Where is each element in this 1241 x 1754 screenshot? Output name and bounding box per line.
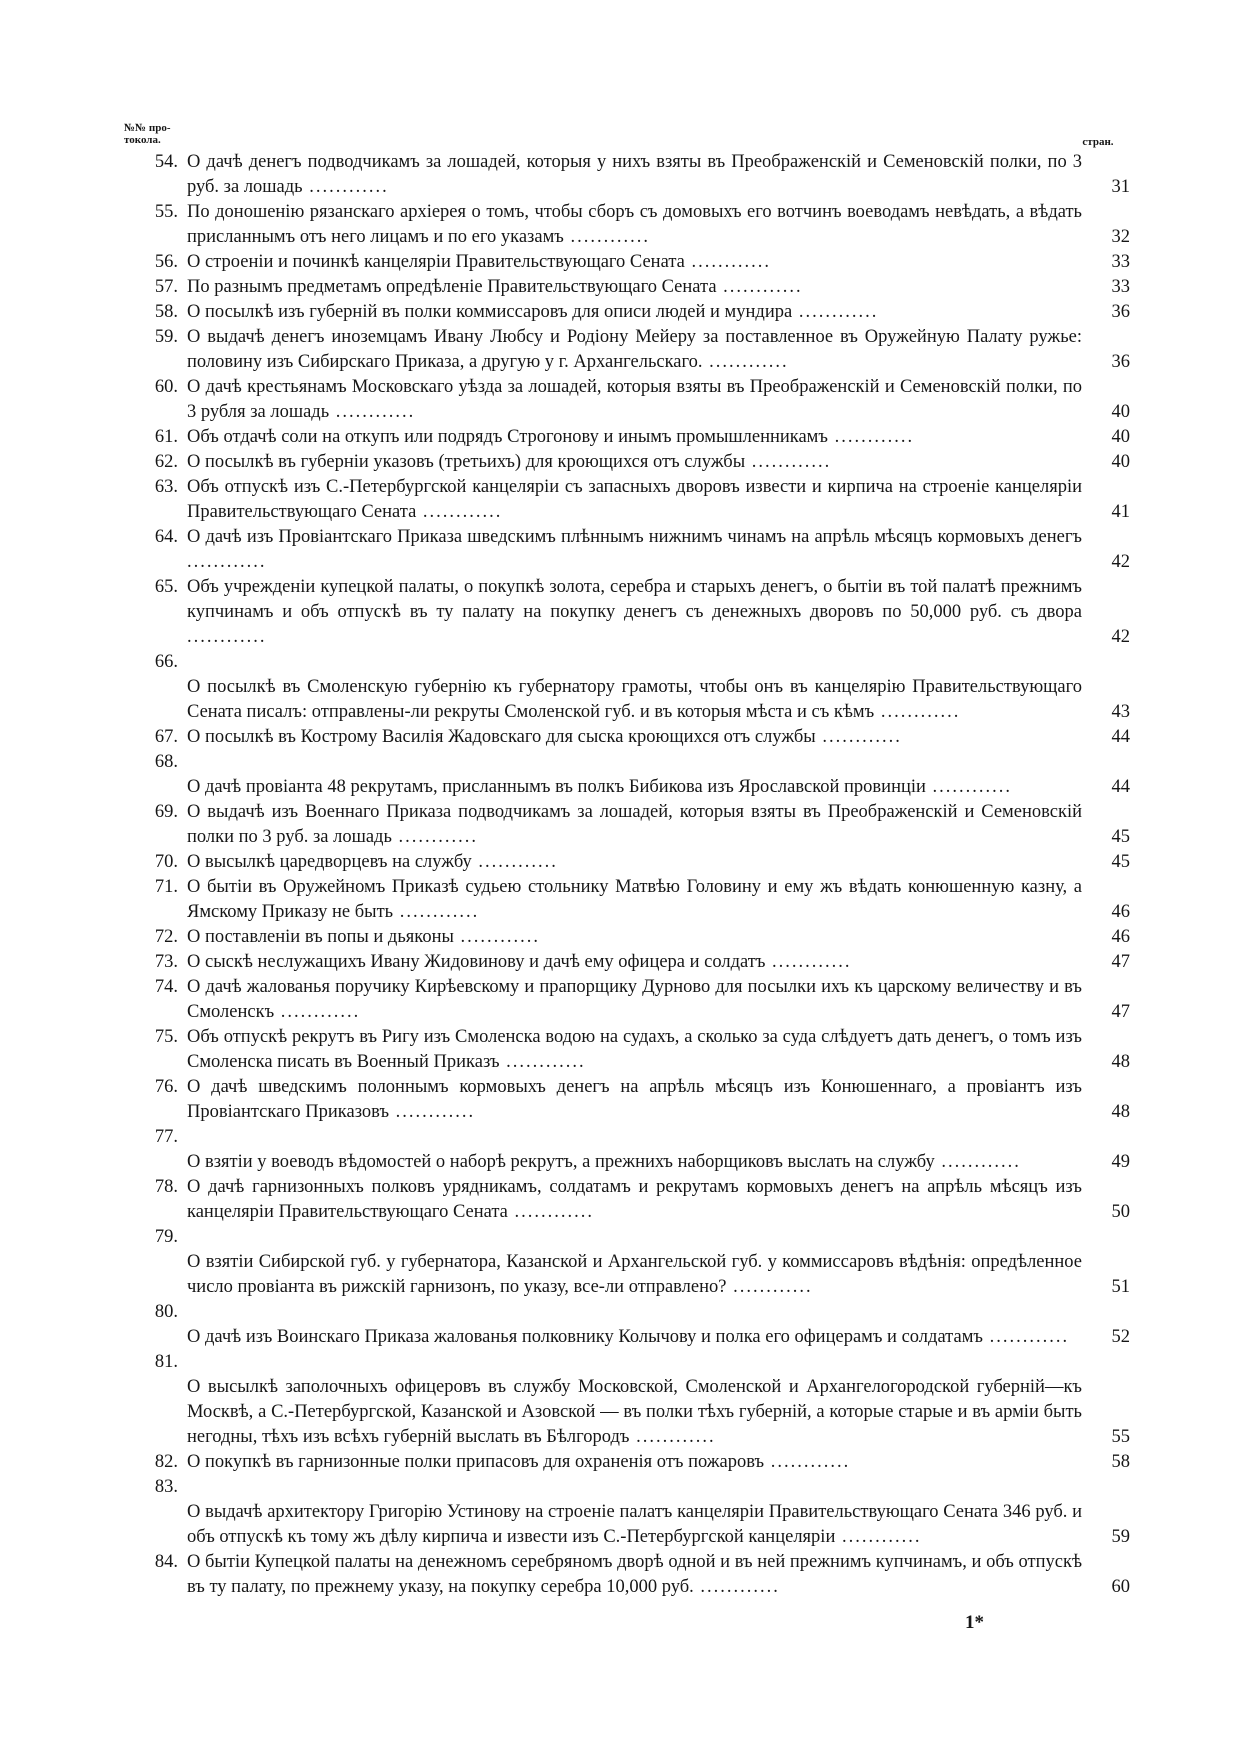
entry-title: О дачѣ жалованья поручику Кирѣевскому и прапорщику Дурново для посылки ихъ къ царскому величеству и въ Смоленскъ ............ bbox=[187, 977, 1082, 1022]
entry-page-number: 31 bbox=[1111, 177, 1130, 197]
dot-leader: ............ bbox=[393, 902, 480, 922]
toc-entry bbox=[136, 450, 1136, 475]
entry-title: О бытіи Купецкой палаты на денежномъ серебряномъ дворѣ одной и въ ней прежнимъ купчинамъ, и объ отпускѣ въ ту палату, по прежнему указу, на покупку серебра 10,000 руб. ............ bbox=[187, 1552, 1082, 1597]
dot-leader: ............ bbox=[471, 852, 558, 872]
toc-entry bbox=[136, 1075, 1136, 1125]
toc-entry bbox=[136, 850, 1136, 875]
entry-number: 55. bbox=[154, 202, 178, 222]
entry-title: О дачѣ изъ Воинскаго Приказа жалованья полковнику Колычову и полка его офицерамъ и солдатамъ ............ bbox=[187, 1327, 1070, 1347]
dot-leader: ............ bbox=[835, 1527, 922, 1547]
dot-leader: ............ bbox=[934, 1152, 1021, 1172]
entry-title: О сыскѣ неслужащихъ Ивану Жидовинову и дачѣ ему офицера и солдатъ ............ bbox=[187, 952, 852, 972]
dot-leader: ............ bbox=[187, 627, 267, 647]
dot-leader: ............ bbox=[726, 1277, 813, 1297]
entry-page-number: 51 bbox=[1111, 1277, 1130, 1297]
entry-title: О взятіи у воеводъ вѣдомостей о наборѣ рекрутъ, а прежнихъ наборщиковъ выслать на службу ............ bbox=[187, 1152, 1021, 1172]
toc-entry bbox=[136, 250, 1136, 275]
entry-number: 64. bbox=[154, 527, 178, 547]
toc-entry bbox=[136, 750, 1136, 800]
dot-leader: ............ bbox=[563, 227, 650, 247]
entry-number: 61. bbox=[154, 427, 178, 447]
entry-page-number: 36 bbox=[1111, 302, 1130, 322]
toc-entry bbox=[136, 925, 1136, 950]
dot-leader: ............ bbox=[629, 1427, 716, 1447]
entry-number: 56. bbox=[154, 252, 178, 272]
entry-number: 75. bbox=[154, 1027, 178, 1047]
dot-leader: ............ bbox=[815, 727, 902, 747]
dot-leader: ............ bbox=[507, 1202, 594, 1222]
entry-title: Объ отпускѣ рекрутъ въ Ригу изъ Смоленска водою на судахъ, а сколько за суда слѣдуетъ дать денегъ, о томъ изъ Смоленска писать въ Военный Приказъ ............ bbox=[187, 1027, 1082, 1072]
entry-page-number: 43 bbox=[1111, 702, 1130, 722]
entry-number: 84. bbox=[154, 1552, 178, 1572]
toc-entry bbox=[136, 1475, 1136, 1550]
entry-number: 74. bbox=[154, 977, 178, 997]
table-of-contents bbox=[136, 150, 1136, 1600]
entry-page-number: 46 bbox=[1111, 902, 1130, 922]
entry-title: Объ отдачѣ соли на откупъ или подрядъ Строгонову и инымъ промышленникамъ ............ bbox=[187, 427, 915, 447]
entry-number: 71. bbox=[154, 877, 178, 897]
entry-page-number: 58 bbox=[1111, 1452, 1130, 1472]
entry-page-number: 33 bbox=[1111, 252, 1130, 272]
toc-entry bbox=[136, 1550, 1136, 1600]
entry-number: 60. bbox=[154, 377, 178, 397]
entry-title: По доношенію рязанскаго архіерея о томъ, чтобы сборъ съ домовыхъ его вотчинъ воеводамъ невѣдать, а вѣдать присланнымъ отъ него лицамъ и по его указамъ ............ bbox=[187, 202, 1082, 247]
entry-page-number: 44 bbox=[1111, 777, 1130, 797]
entry-page-number: 44 bbox=[1111, 727, 1130, 747]
entry-title: О дачѣ денегъ подводчикамъ за лошадей, которыя у нихъ взяты въ Преображенскій и Семеновскій полки, по 3 руб. за лошадь ............ bbox=[187, 152, 1082, 197]
dot-leader: ............ bbox=[329, 402, 416, 422]
entry-page-number: 45 bbox=[1111, 852, 1130, 872]
entry-number: 83. bbox=[154, 1477, 178, 1497]
toc-entry bbox=[136, 275, 1136, 300]
entry-number: 70. bbox=[154, 852, 178, 872]
entry-number: 66. bbox=[154, 652, 178, 672]
entry-page-number: 36 bbox=[1111, 352, 1130, 372]
entry-title: О дачѣ изъ Провіантскаго Приказа шведскимъ плѣннымъ нижнимъ чинамъ на апрѣль мѣсяцъ кормовыхъ денегъ ............ bbox=[187, 527, 1082, 572]
toc-entry bbox=[136, 1175, 1136, 1225]
toc-entry bbox=[136, 650, 1136, 725]
entry-number: 63. bbox=[154, 477, 178, 497]
dot-leader: ............ bbox=[925, 777, 1013, 797]
entry-title: О выдачѣ денегъ иноземцамъ Ивану Любсу и Родіону Мейеру за поставленное въ Оружейную Палату ружье: половину изъ Сибирскаго Приказа, а другую у г. Архангельскаго. ............ bbox=[187, 327, 1082, 372]
dot-leader: ............ bbox=[274, 1002, 361, 1022]
entry-page-number: 50 bbox=[1111, 1202, 1130, 1222]
entry-title: О поставленіи въ попы и дьяконы ............ bbox=[187, 927, 541, 947]
toc-entry bbox=[136, 575, 1136, 650]
entry-title: О дачѣ шведскимъ полоннымъ кормовыхъ денегъ на апрѣль мѣсяцъ изъ Конюшеннаго, а провіантъ изъ Провіантскаго Приказовъ ............ bbox=[187, 1077, 1082, 1122]
dot-leader: ............ bbox=[693, 1577, 780, 1597]
dot-leader: ............ bbox=[874, 702, 961, 722]
entry-page-number: 47 bbox=[1111, 1002, 1130, 1022]
entry-number: 67. bbox=[154, 727, 178, 747]
dot-leader: ............ bbox=[745, 452, 832, 472]
entry-title: О высылкѣ царедворцевъ на службу ............ bbox=[187, 852, 558, 872]
entry-page-number: 32 bbox=[1111, 227, 1130, 247]
entry-title: О высылкѣ заполочныхъ офицеровъ въ службу Московской, Смоленской и Архангелогородской губерній—къ Москвѣ, а С.-Петербургской, Казанской и Азовской — въ полки тѣхъ губерній, а которые старые и въ арміи быть негодны, тѣхъ изъ всѣхъ губерній выслать въ Бѣлгородъ ............ bbox=[187, 1377, 1082, 1447]
entry-title: О дачѣ крестьянамъ Московскаго уѣзда за лошадей, которыя взяты въ Преображенскій и Семеновскій полки, по 3 рубля за лошадь ............ bbox=[187, 377, 1082, 422]
toc-entry bbox=[136, 875, 1136, 925]
toc-entry bbox=[136, 525, 1136, 575]
entry-title: О дачѣ провіанта 48 рекрутамъ, присланнымъ въ полкъ Бибикова изъ Ярославской провинціи ............ bbox=[187, 777, 1013, 797]
entry-number: 57. bbox=[154, 277, 178, 297]
entry-title: О строеніи и починкѣ канцеляріи Правительствующаго Сената ............ bbox=[187, 252, 771, 272]
entry-title: О взятіи Сибирской губ. у губернатора, Казанской и Архангельской губ. у коммиссаровъ вѣдѣнія: опредѣленное число провіанта въ рижскій гарнизонъ, по указу, все-ли отправлено? ............ bbox=[187, 1252, 1082, 1297]
dot-leader: ............ bbox=[716, 277, 803, 297]
dot-leader: ............ bbox=[684, 252, 771, 272]
dot-leader: ............ bbox=[792, 302, 879, 322]
entry-title: О дачѣ гарнизонныхъ полковъ урядникамъ, солдатамъ и рекрутамъ кормовыхъ денегъ на апрѣль мѣсяцъ изъ канцеляріи Правительствующаго Сената ............ bbox=[187, 1177, 1082, 1222]
toc-entry bbox=[136, 975, 1136, 1025]
entry-title: О посылкѣ въ Смоленскую губернію къ губернатору грамоты, чтобы онъ въ канцелярію Правительствующаго Сената писалъ: отправлены-ли рекруты Смоленской губ. и въ которыя мѣста и съ кѣмъ ............ bbox=[187, 677, 1082, 722]
toc-entry bbox=[136, 375, 1136, 425]
dot-leader: ............ bbox=[391, 827, 479, 847]
toc-entry bbox=[136, 325, 1136, 375]
dot-leader: ............ bbox=[389, 1102, 476, 1122]
entry-page-number: 42 bbox=[1111, 627, 1130, 647]
toc-entry bbox=[136, 150, 1136, 200]
dot-leader: ............ bbox=[702, 352, 789, 372]
dot-leader: ............ bbox=[453, 927, 541, 947]
toc-entry bbox=[136, 1225, 1136, 1300]
dot-leader: ............ bbox=[416, 502, 503, 522]
entry-page-number: 45 bbox=[1111, 827, 1130, 847]
entry-number: 69. bbox=[154, 802, 178, 822]
entry-number: 81. bbox=[154, 1352, 178, 1372]
entry-page-number: 60 bbox=[1111, 1577, 1130, 1597]
entry-number: 76. bbox=[154, 1077, 178, 1097]
entry-page-number: 49 bbox=[1111, 1152, 1130, 1172]
entry-number: 68. bbox=[154, 752, 178, 772]
entry-page-number: 42 bbox=[1111, 552, 1130, 572]
entry-number: 62. bbox=[154, 452, 178, 472]
toc-entry bbox=[136, 1350, 1136, 1450]
entry-page-number: 59 bbox=[1111, 1527, 1130, 1547]
entry-page-number: 40 bbox=[1111, 402, 1130, 422]
entry-page-number: 33 bbox=[1111, 277, 1130, 297]
protocol-number-header: №№ про- токола. bbox=[124, 122, 171, 146]
entry-title: О посылкѣ въ губерніи указовъ (третьихъ) для кроющихся отъ службы ............ bbox=[187, 452, 832, 472]
entry-number: 59. bbox=[154, 327, 178, 347]
entry-number: 73. bbox=[154, 952, 178, 972]
entry-title: О посылкѣ въ Кострому Василія Жадовскаго для сыска кроющихся отъ службы ............ bbox=[187, 727, 902, 747]
toc-entry bbox=[136, 300, 1136, 325]
entry-title: О посылкѣ изъ губерній въ полки коммиссаровъ для описи людей и мундира ............ bbox=[187, 302, 879, 322]
toc-entry bbox=[136, 425, 1136, 450]
dot-leader: ............ bbox=[187, 552, 267, 572]
dot-leader: ............ bbox=[499, 1052, 586, 1072]
entry-page-number: 46 bbox=[1111, 927, 1130, 947]
entry-number: 82. bbox=[154, 1452, 178, 1472]
entry-page-number: 48 bbox=[1111, 1102, 1130, 1122]
entry-page-number: 55 bbox=[1111, 1427, 1130, 1447]
dot-leader: ............ bbox=[302, 177, 389, 197]
toc-entry bbox=[136, 725, 1136, 750]
entry-number: 80. bbox=[154, 1302, 178, 1322]
entry-page-number: 48 bbox=[1111, 1052, 1130, 1072]
entry-title: О бытіи въ Оружейномъ Приказѣ судьею стольнику Матвѣю Головину и ему жъ вѣдать конюшенную казну, а Ямскому Приказу не быть ............ bbox=[187, 877, 1082, 922]
entry-page-number: 47 bbox=[1111, 952, 1130, 972]
entry-number: 72. bbox=[154, 927, 178, 947]
toc-entry bbox=[136, 475, 1136, 525]
dot-leader: ............ bbox=[764, 1452, 851, 1472]
entry-title: Объ учрежденіи купецкой палаты, о покупкѣ золота, серебра и старыхъ денегъ, о бытіи въ той палатѣ прежнимъ купчинамъ и объ отпускѣ въ ту палату на покупку денегъ съ денежныхъ дворовъ по 50,000 руб. съ двора ............ bbox=[187, 577, 1082, 647]
entry-title: О выдачѣ архитектору Григорію Устинову на строеніе палатъ канцеляріи Правительствующаго Сената 346 руб. и объ отпускѣ къ тому жъ дѣлу кирпича и извести изъ С.-Петербургской канцеляріи ............ bbox=[187, 1502, 1082, 1547]
page-column-header: стран. bbox=[1082, 136, 1114, 148]
dot-leader: ............ bbox=[982, 1327, 1070, 1347]
toc-entry bbox=[136, 200, 1136, 250]
entry-page-number: 40 bbox=[1111, 452, 1130, 472]
toc-entry bbox=[136, 950, 1136, 975]
folio-mark: 1* bbox=[965, 1612, 984, 1633]
entry-page-number: 41 bbox=[1111, 502, 1130, 522]
entry-title: О выдачѣ изъ Военнаго Приказа подводчикамъ за лошадей, которыя взяты въ Преображенскій и Семеновскій полки по 3 руб. за лошадь ............ bbox=[187, 802, 1082, 847]
entry-number: 58. bbox=[154, 302, 178, 322]
dot-leader: ............ bbox=[765, 952, 852, 972]
entry-title: О покупкѣ въ гарнизонные полки припасовъ для охраненія отъ пожаровъ ............ bbox=[187, 1452, 851, 1472]
dot-leader: ............ bbox=[827, 427, 915, 447]
entry-number: 79. bbox=[154, 1227, 178, 1247]
entry-number: 65. bbox=[154, 577, 178, 597]
entry-number: 54. bbox=[154, 152, 178, 172]
toc-entry bbox=[136, 1450, 1136, 1475]
entry-number: 78. bbox=[154, 1177, 178, 1197]
toc-entry bbox=[136, 1025, 1136, 1075]
toc-entry bbox=[136, 1125, 1136, 1175]
entry-number: 77. bbox=[154, 1127, 178, 1147]
toc-entry bbox=[136, 800, 1136, 850]
entry-title: Объ отпускѣ изъ С.-Петербургской канцеляріи съ запасныхъ дворовъ извести и кирпича на строеніе канцеляріи Правительствующаго Сената ............ bbox=[187, 477, 1082, 522]
entry-page-number: 40 bbox=[1111, 427, 1130, 447]
toc-entry bbox=[136, 1300, 1136, 1350]
entry-page-number: 52 bbox=[1111, 1327, 1130, 1347]
entry-title: По разнымъ предметамъ опредѣленіе Правительствующаго Сената ............ bbox=[187, 277, 803, 297]
